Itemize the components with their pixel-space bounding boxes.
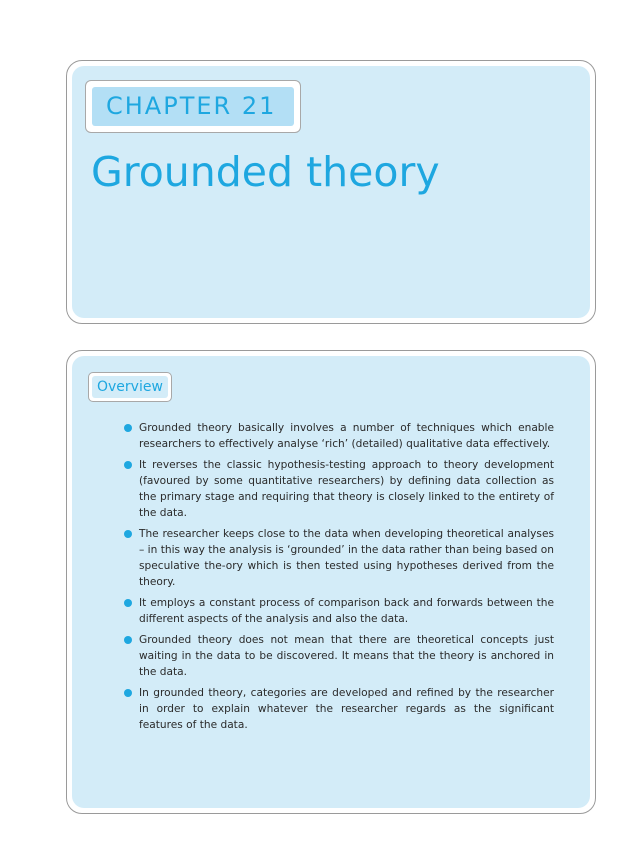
- overview-bullet-text: Grounded theory does not mean that there are theoretical concepts just waiting in the data to be discovered. It means that the theory is anchored in the data.: [139, 634, 554, 678]
- overview-bullet-text: Grounded theory basically involves a number of techniques which enable researchers to effectively analyse ‘rich’ (detailed) qualitative data effectively.: [139, 422, 554, 450]
- overview-bullet-list: [124, 420, 554, 738]
- bullet-dot-icon: [124, 599, 132, 607]
- bullet-dot-icon: [124, 461, 132, 469]
- bullet-dot-icon: [124, 636, 132, 644]
- overview-bullet-text: It reverses the classic hypothesis-testing approach to theory development (favoured by some quantitative researchers) by defining data collection as the primary stage and requiring that theory is closely linked to the entirety of the data.: [139, 459, 554, 519]
- overview-heading: Overview: [97, 379, 163, 395]
- overview-bullet: [124, 685, 554, 733]
- overview-bullet: [124, 457, 554, 521]
- chapter-number-box: [85, 80, 301, 133]
- overview-heading-box-fill: [92, 376, 168, 398]
- overview-bullet: [124, 595, 554, 627]
- overview-bullet-text: It employs a constant process of comparison back and forwards between the different aspects of the analysis and also the data.: [139, 597, 554, 625]
- overview-bullet-text: In grounded theory, categories are developed and refined by the researcher in order to explain whatever the researcher regards as the significant features of the data.: [139, 687, 554, 731]
- overview-bullet: [124, 420, 554, 452]
- bullet-dot-icon: [124, 689, 132, 697]
- overview-heading-box: [88, 372, 172, 402]
- chapter-title: Grounded theory: [91, 148, 440, 196]
- bullet-dot-icon: [124, 530, 132, 538]
- overview-bullet: [124, 632, 554, 680]
- chapter-number: CHAPTER 21: [106, 92, 277, 120]
- overview-bullet-text: The researcher keeps close to the data when developing theoretical analyses – in this way the analysis is ‘grounded’ in the data rather than being based on speculative the-ory which is then tested using hypotheses derived from the theory.: [139, 528, 554, 588]
- bullet-dot-icon: [124, 424, 132, 432]
- chapter-number-box-fill: [92, 87, 294, 126]
- overview-bullet: [124, 526, 554, 590]
